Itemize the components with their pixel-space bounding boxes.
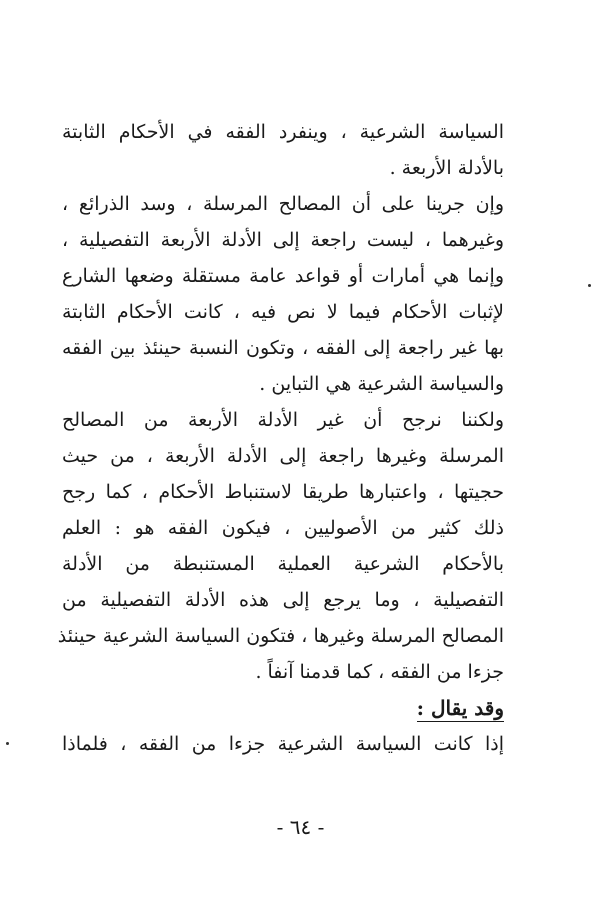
paragraph-1 (62, 114, 504, 186)
text-line: المرسلة وغيرها راجعة إلى الأدلة الأربعة ، من حيث (62, 445, 504, 467)
text-line: السياسة الشرعية ، وينفرد الفقه في الأحكام الثابتة (62, 121, 504, 143)
text-line: المصالح المرسلة وغيرها ، فتكون السياسة الشرعية حينئذ (57, 625, 504, 647)
text-line: التفصيلية ، وما يرجع إلى هذه الأدلة التفصيلية من (62, 589, 504, 611)
text-line: بالأدلة الأربعة . (389, 157, 504, 179)
text-line: وإن جرينا على أن المصالح المرسلة ، وسد الذرائع ، (62, 193, 504, 215)
scan-speck (6, 742, 9, 745)
page-body (57, 114, 504, 762)
text-line: بالأحكام الشرعية العملية المستنبطة من الأدلة (62, 553, 504, 575)
text-line: جزءا من الفقه ، كما قدمنا آنفاً . (255, 661, 504, 683)
page-number: - ٦٤ - (276, 815, 325, 839)
text-line: والسياسة الشرعية هي التباين . (259, 373, 504, 395)
text-line: لإثبات الأحكام فيما لا نص فيه ، كانت الأحكام الثابتة (62, 301, 504, 323)
text-line: وغيرهما ، ليست راجعة إلى الأدلة الأربعة التفصيلية ، (62, 229, 504, 251)
paragraph-3 (57, 402, 504, 690)
scan-speck (588, 284, 591, 287)
text-line: ولكننا نرجح أن غير الأدلة الأربعة من المصالح (62, 409, 504, 431)
text-line: وإنما هي أمارات أو قواعد عامة مستقلة وضعها الشارع (62, 265, 504, 287)
final-text-line: إذا كانت السياسة الشرعية جزءا من الفقه ، فلماذا (62, 733, 504, 755)
text-line: بها غير راجعة إلى الفقه ، وتكون النسبة حينئذ بين الفقه (62, 337, 504, 359)
section-heading-text: وقد يقال : (416, 696, 504, 720)
text-line: ذلك كثير من الأصوليين ، فيكون الفقه هو : العلم (62, 517, 504, 539)
section-heading (62, 690, 504, 726)
paragraph-2 (62, 186, 504, 402)
text-line: حجيتها ، واعتبارها طريقا لاستنباط الأحكام ، كما رجح (62, 481, 504, 503)
